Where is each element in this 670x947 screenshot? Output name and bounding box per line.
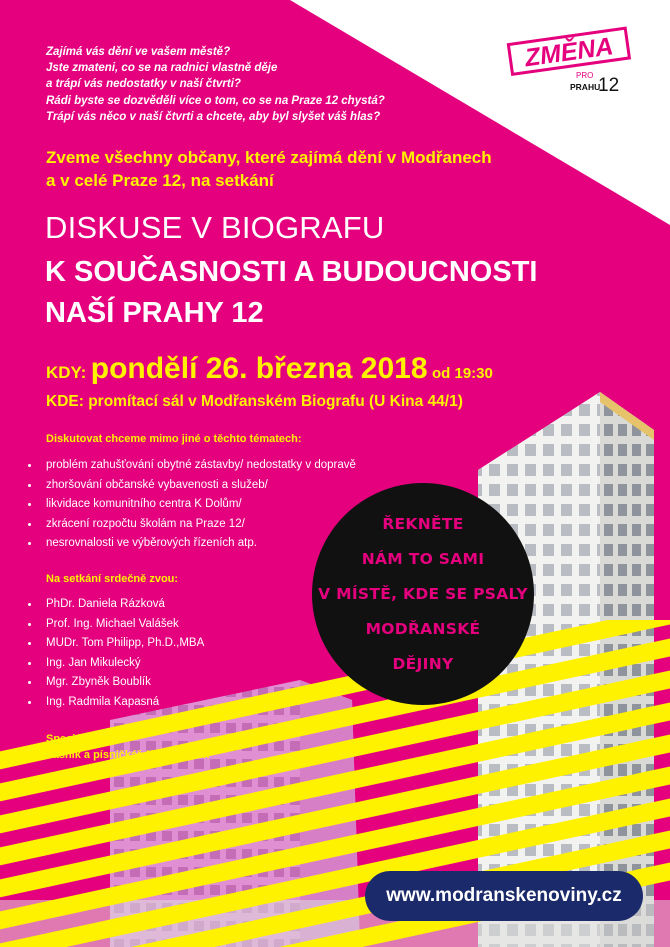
invitation-text: [46, 146, 492, 192]
special-guest-title: Speciální host:: [46, 733, 125, 745]
intro-line: Zajímá vás dění ve vašem městě?: [46, 46, 231, 58]
bullet-icon: [28, 542, 31, 545]
bullet-icon: [28, 681, 31, 684]
topic-text: likvidace komunitního centra K Dolům/: [46, 498, 242, 510]
topics-list: [28, 456, 356, 554]
invitation-line-1: Zveme všechny občany, které zajímá dění v Modřanech: [46, 148, 492, 167]
bullet-icon: [28, 484, 31, 487]
where-label: KDE:: [46, 393, 84, 410]
callout-line: DĚJINY: [392, 654, 454, 673]
guest-name: Mgr. Zbyněk Boublík: [46, 676, 151, 688]
logo-prahu: PRAHU: [570, 82, 601, 92]
bullet-icon: [28, 662, 31, 665]
bullet-icon: [28, 523, 31, 526]
callout-line: MODŘANSKÉ: [365, 619, 481, 638]
bullet-icon: [28, 503, 31, 506]
list-item: [28, 476, 356, 496]
topics-title: Diskutovat chceme mimo jiné o těchto tématech:: [46, 433, 302, 445]
special-guest: básník a písničkář Jiří Dědeček: [46, 749, 210, 761]
bullet-icon: [28, 623, 31, 626]
bullet-icon: [28, 642, 31, 645]
intro-line: Rádi byste se dozvěděli více o tom, co se na Praze 12 chystá?: [46, 94, 385, 107]
guest-name: Ing. Radmila Kapasná: [46, 695, 160, 708]
event-date: pondělí 26. března 2018: [90, 352, 428, 385]
guests-list: [28, 595, 204, 712]
list-item: [28, 673, 204, 693]
bullet-icon: [28, 701, 31, 704]
invitation-line-2: a v celé Praze 12, na setkání: [46, 171, 274, 190]
logo-pro: PRO: [576, 71, 594, 80]
intro-line: Trápí vás něco v naší čtvrti a chcete, aby byl slyšet váš hlas?: [46, 110, 381, 123]
topic-text: zkrácení rozpočtu školám na Praze 12/: [46, 517, 245, 530]
zmena-logo: [506, 22, 636, 100]
event-when: [46, 352, 493, 386]
guest-name: Ing. Jan Mikulecký: [46, 656, 141, 669]
list-item: [28, 595, 204, 615]
bullet-icon: [28, 464, 31, 467]
guest-name: MUDr. Tom Philipp, Ph.D.,MBA: [46, 637, 205, 649]
intro-line: a trápí vás nedostatky v naší čtvrti?: [46, 78, 241, 91]
topic-text: problém zahušťování obytné zástavby/ nedostatky v dopravě: [46, 459, 356, 471]
list-item: [28, 634, 204, 654]
website-url: www.modranskenoviny.cz: [386, 885, 622, 906]
guest-name: PhDr. Daniela Rázková: [46, 598, 165, 610]
intro-questions: [46, 44, 486, 125]
list-item: [28, 534, 356, 554]
list-item: [28, 615, 204, 635]
website-link[interactable]: [365, 871, 643, 921]
event-where: [46, 393, 463, 411]
headline-line-2: K SOUČASNOSTI A BUDOUCNOSTI: [45, 256, 538, 288]
intro-line: Jste zmateni, co se na radnici vlastně děje: [46, 62, 278, 75]
callout-line: ŘEKNĚTE: [382, 514, 464, 533]
callout-line: V MÍSTĚ, KDE SE PSALY: [318, 584, 528, 603]
headline-main: [45, 252, 537, 334]
list-item: [28, 654, 204, 674]
list-item: [28, 515, 356, 535]
event-time: od 19:30: [432, 365, 493, 382]
topic-text: nesrovnalosti ve výběrových řízeních atp.: [46, 537, 257, 549]
headline-line-3: NAŠÍ PRAHY 12: [45, 297, 264, 329]
guests-title: Na setkání srdečně zvou:: [46, 573, 179, 585]
logo-word: ZMĚNA: [523, 32, 615, 73]
logo-number: 12: [598, 75, 620, 96]
bullet-icon: [28, 603, 31, 606]
list-item: [28, 456, 356, 476]
headline-line-1: DISKUSE V BIOGRAFU: [45, 210, 385, 245]
list-item: [28, 693, 204, 713]
guest-name: Prof. Ing. Michael Valášek: [46, 617, 179, 630]
callout-line: NÁM TO SAMI: [361, 549, 485, 568]
where-value: promítací sál v Modřanském Biografu (U Kina 44/1): [88, 393, 463, 410]
when-label: KDY:: [46, 363, 87, 382]
callout-circle: [312, 483, 534, 705]
topic-text: zhoršování občanské vybavenosti a služeb/: [46, 478, 268, 491]
list-item: [28, 495, 356, 515]
